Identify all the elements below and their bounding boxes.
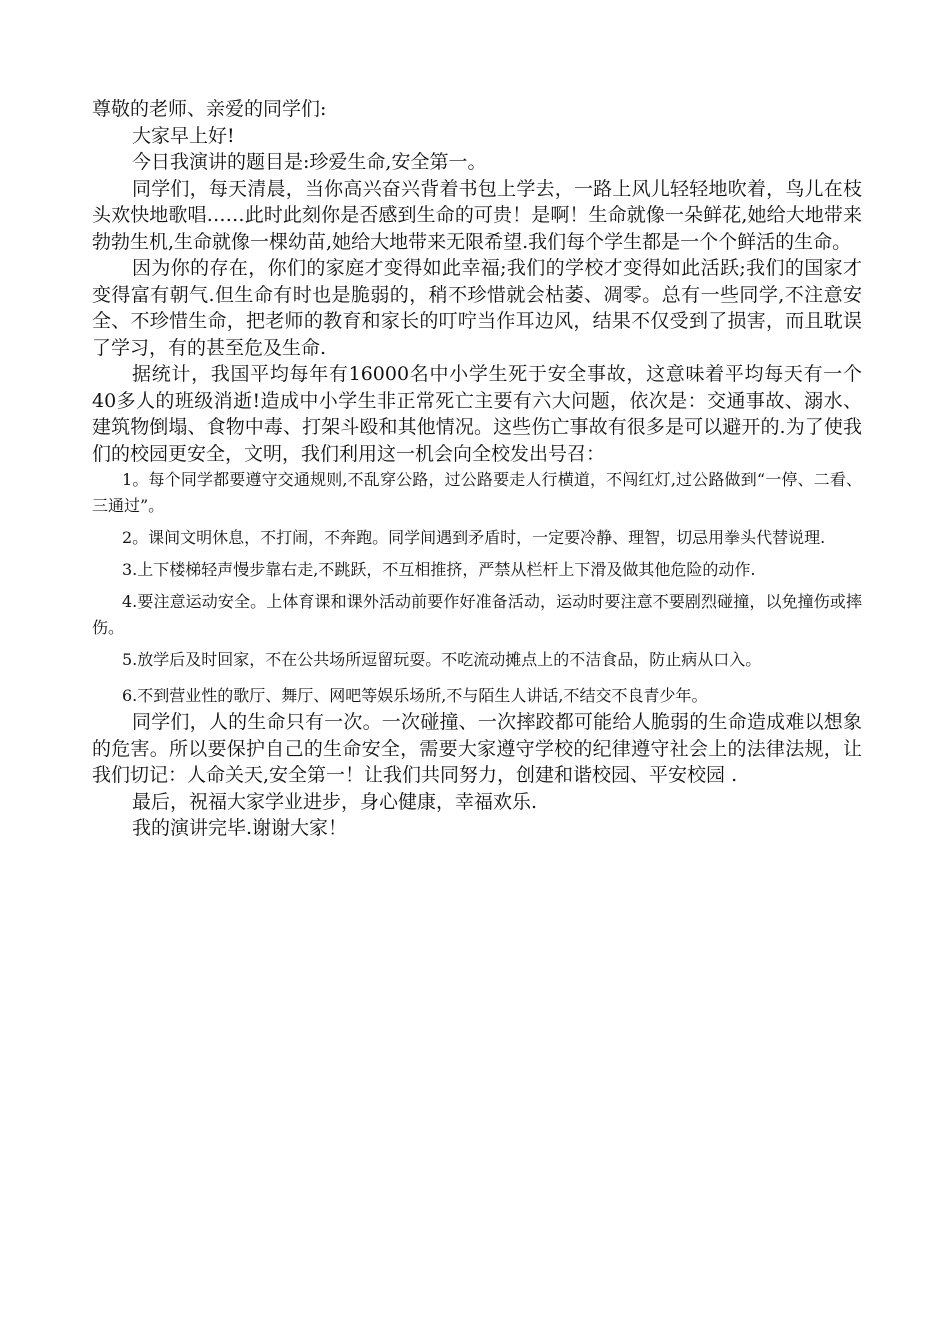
document-page (92, 96, 862, 842)
paragraph-appeal: 同学们，人的生命只有一次。一次碰撞、一次摔跤都可能给人脆弱的生命造成难以想象的危害。所以要保护自己的生命安全，需要大家遵守学校的纪律遵守社会上的法律法规，让我们切记：人命关天,安全第一！让我们共同努力，创建和谐校园、平安校园 . (92, 711, 862, 786)
salutation: 尊敬的老师、亲爱的同学们: (92, 98, 327, 120)
speech-topic: 今日我演讲的题目是:珍爱生命,安全第一。 (132, 151, 487, 173)
paragraph-opening: 同学们，每天清晨，当你高兴奋兴背着书包上学去，一路上风儿轻轻地吹着，鸟儿在枝头欢快地歌唱……此时此刻你是否感到生命的可贵！是啊！生命就像一朵鲜花,她给大地带来勃勃生机,生命就像一棵幼苗,她给大地带来无限希望.我们每个学生都是一个个鲜活的生命。 (92, 177, 862, 253)
speech-ending: 我的演讲完毕.谢谢大家！ (132, 817, 348, 839)
rule-item: 2。课间文明休息，不打闹，不奔跑。同学间遇到矛盾时，一定要冷静、理智，切忌用拳头代替说理. (122, 528, 826, 547)
paragraph-fragility: 因为你的存在，你们的家庭才变得如此幸福;我们的学校才变得如此活跃;我们的国家才变得富有朝气.但生命有时也是脆弱的，稍不珍惜就会枯萎、凋零。总有一些同学,不注意安全、不珍惜生命，把老师的教育和家长的叮咛当作耳边风，结果不仅受到了损害，而且耽误了学习，有的甚至危及生命. (92, 257, 862, 359)
rule-item: 4.要注意运动安全。上体育课和课外活动前要作好准备活动，运动时要注意不要剧烈碰撞，以免撞伤或摔伤。 (92, 592, 862, 637)
rule-item: 5.放学后及时回家，不在公共场所逗留玩耍。不吃流动摊点上的不洁食品，防止病从口入。 (122, 650, 762, 669)
greeting: 大家早上好! (132, 124, 235, 147)
paragraph-statistics: 据统计，我国平均每年有16000名中小学生死于安全事故，这意味着平均每天有一个40多人的班级消逝!造成中小学生非正常死亡主要有六大问题，依次是：交通事故、溺水、建筑物倒塌、食物中毒、打架斗殴和其他情况。这些伤亡事故有很多是可以避开的.为了使我们的校园更安全，文明，我们利用这一机会向全校发出号召： (92, 363, 862, 465)
rule-item: 1。每个同学都要遵守交通规则,不乱穿公路，过公路要走人行横道，不闯红灯,过公路做到“一停、二看、三通过”。 (92, 470, 862, 515)
rule-item: 6.不到营业性的歌厅、舞厅、网吧等娱乐场所,不与陌生人讲话,不结交不良青少年。 (122, 686, 708, 705)
closing-wishes: 最后，祝福大家学业进步，身心健康，幸福欢乐. (132, 790, 538, 813)
rule-item: 3.上下楼梯轻声慢步靠右走,不跳跃，不互相推挤，严禁从栏杆上下滑及做其他危险的动作. (122, 560, 756, 579)
